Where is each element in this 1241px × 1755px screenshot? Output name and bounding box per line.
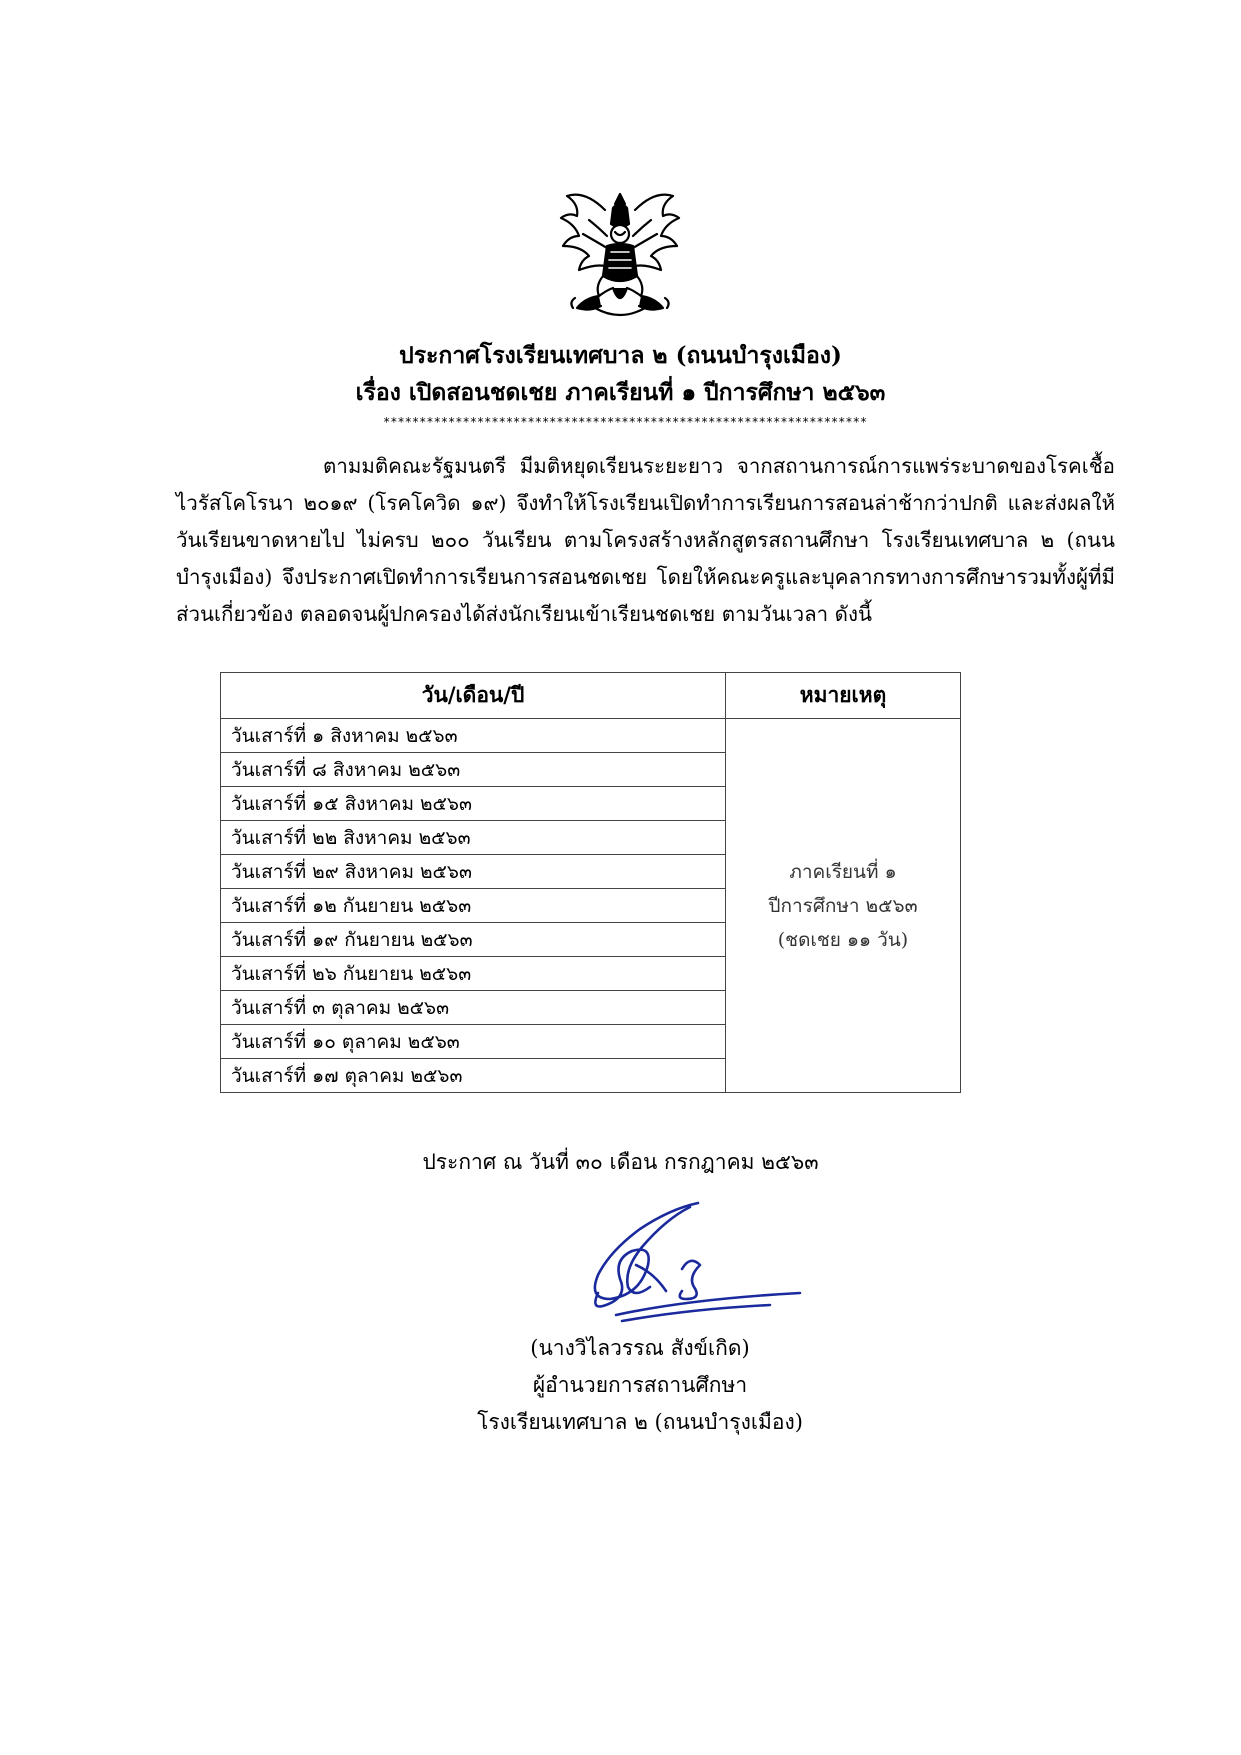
remark-cell: [726, 719, 961, 1093]
table-header-row: [221, 673, 961, 719]
separator-line: *******************************************************************: [383, 415, 868, 429]
table-row: [221, 719, 961, 753]
garuda-emblem-icon: [555, 190, 685, 322]
date-cell: วันเสาร์ที่ ๒๙ สิงหาคม ๒๕๖๓: [221, 855, 726, 889]
column-header-remark: หมายเหตุ: [726, 673, 961, 719]
announcement-paragraph: ตามมติคณะรัฐมนตรี มีมติหยุดเรียนระยะยาว จากสถานการณ์การแพร่ระบาดของโรคเชื้อไวรัสโคโรนา ๒๐๑๙ (โรคโควิด ๑๙) จึงทำให้โรงเรียนเปิดทำการเรียนการสอนล่าช้ากว่าปกติ และส่งผลให้วันเรียนขาดหายไป ไม่ครบ ๒๐๐ วันเรียน ตามโครงสร้างหลักสูตรสถานศึกษา โรงเรียนเทศบาล ๒ (ถนนบำรุงเมือง) จึงประกาศเปิดทำการเรียนการสอนชดเชย โดยให้คณะครูและบุคลากรทางการศึกษารวมทั้งผู้ที่มีส่วนเกี่ยวข้อง ตลอดจนผู้ปกครองได้ส่งนักเรียนเข้าเรียนชดเชย ตามวันเวลา ดังนี้: [176, 454, 1115, 626]
column-header-date: วัน/เดือน/ปี: [221, 673, 726, 719]
signer-name: (นางวิไลวรรณ สังข์เกิด): [530, 1336, 750, 1360]
handwritten-signature: [570, 1195, 810, 1335]
date-cell: วันเสาร์ที่ ๘ สิงหาคม ๒๕๖๓: [221, 753, 726, 787]
schedule-table: [220, 672, 961, 1093]
date-cell: วันเสาร์ที่ ๑๗ ตุลาคม ๒๕๖๓: [221, 1059, 726, 1093]
announcement-date: ประกาศ ณ วันที่ ๓๐ เดือน กรกฎาคม ๒๕๖๓: [422, 1150, 819, 1174]
signer-school: โรงเรียนเทศบาล ๒ (ถนนบำรุงเมือง): [477, 1410, 803, 1434]
date-cell: วันเสาร์ที่ ๑๒ กันยายน ๒๕๖๓: [221, 889, 726, 923]
date-cell: วันเสาร์ที่ ๒๖ กันยายน ๒๕๖๓: [221, 957, 726, 991]
announcement-subject: เรื่อง เปิดสอนชดเชย ภาคเรียนที่ ๑ ปีการศึกษา ๒๕๖๓: [355, 379, 886, 406]
date-cell: วันเสาร์ที่ ๒๒ สิงหาคม ๒๕๖๓: [221, 821, 726, 855]
remark-semester: ภาคเรียนที่ ๑: [789, 860, 897, 883]
date-cell: วันเสาร์ที่ ๓ ตุลาคม ๒๕๖๓: [221, 991, 726, 1025]
date-cell: วันเสาร์ที่ ๑๙ กันยายน ๒๕๖๓: [221, 923, 726, 957]
signer-position: ผู้อำนวยการสถานศึกษา: [532, 1373, 748, 1397]
date-cell: วันเสาร์ที่ ๑ สิงหาคม ๒๕๖๓: [221, 719, 726, 753]
date-cell: วันเสาร์ที่ ๑๕ สิงหาคม ๒๕๖๓: [221, 787, 726, 821]
date-cell: วันเสาร์ที่ ๑๐ ตุลาคม ๒๕๖๓: [221, 1025, 726, 1059]
remark-academic-year: ปีการศึกษา ๒๕๖๓: [768, 894, 918, 917]
announcement-title: ประกาศโรงเรียนเทศบาล ๒ (ถนนบำรุงเมือง): [399, 342, 842, 369]
signatory-block: [470, 1330, 810, 1441]
remark-makeup-days: (ชดเชย ๑๑ วัน): [777, 928, 909, 951]
